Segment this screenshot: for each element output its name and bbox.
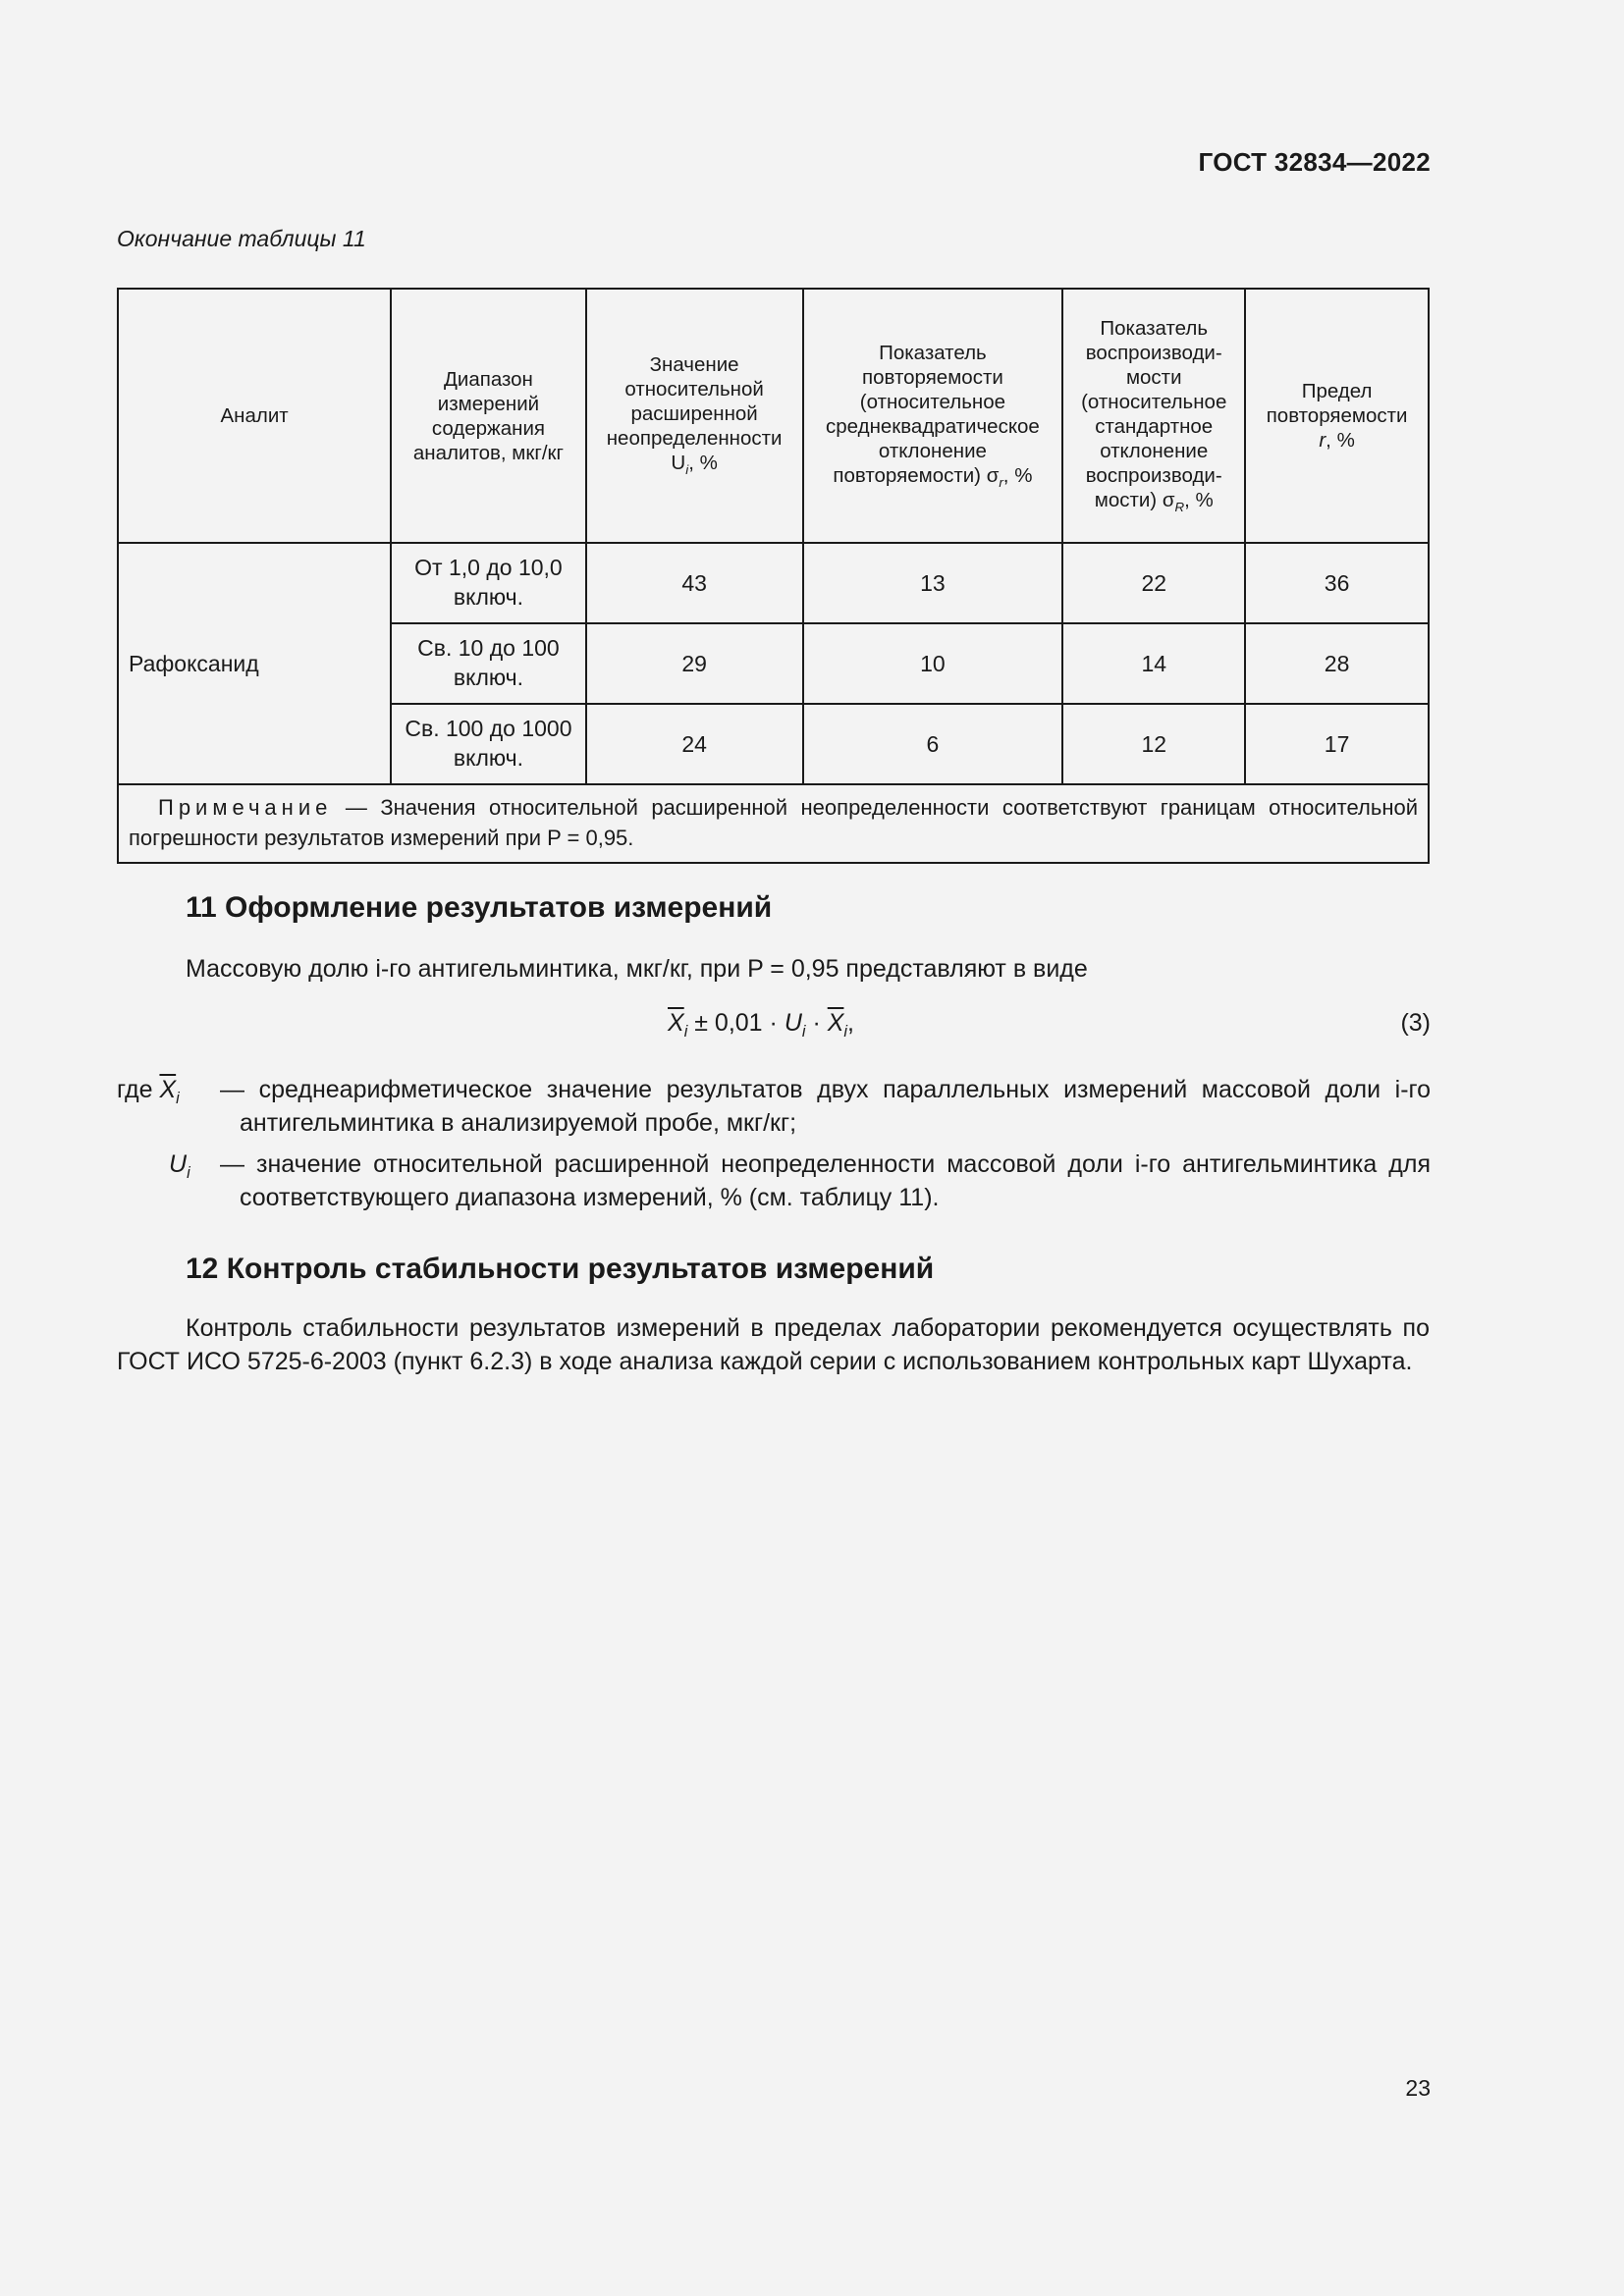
header-reproducibility: Показатель воспроизводи-мости (относительное стандартное отклонение воспроизводи-мости) $\sigma_R$, % xyxy=(1062,289,1245,543)
limit-cell: 17 xyxy=(1245,704,1429,784)
table-header-row xyxy=(118,289,1429,543)
definition-u: — значение относительной расширенной неопределенности массовой доли i-го антигельминтика для соответствующего диапазона измерений, % (см. таблицу 11). xyxy=(220,1150,1431,1211)
repeatability-cell: 13 xyxy=(803,543,1063,623)
reproducibility-cell: 14 xyxy=(1062,623,1245,704)
reproducibility-cell: 12 xyxy=(1062,704,1245,784)
range-cell: Св. 100 до 1000 включ. xyxy=(391,704,586,784)
limit-cell: 36 xyxy=(1245,543,1429,623)
where-label: где $\overline{X}_i$ xyxy=(117,1076,180,1107)
header-repeatability: Показатель повторяемости (относительное среднеквадратическое отклонение повторяемости) $\sigma_r$, % xyxy=(803,289,1063,543)
formula-3: $\overline{X}_i \pm 0,01 \cdot U_i \cdot \overline{X}_i$, xyxy=(668,1009,854,1041)
uncertainty-cell: 43 xyxy=(586,543,803,623)
header-uncertainty: Значение относительной расширенной неопределенности $U_i$, % xyxy=(586,289,803,543)
table-row xyxy=(118,543,1429,623)
document-number: ГОСТ 32834—2022 xyxy=(1198,147,1431,177)
page-number: 23 xyxy=(1405,2075,1431,2101)
section-11-intro: Массовую долю i-го антигельминтика, мкг/кг, при P = 0,95 представляют в виде xyxy=(186,955,1088,983)
header-range: Диапазон измерений содержания аналитов, мкг/кг xyxy=(391,289,586,543)
table-note xyxy=(118,784,1429,863)
uncertainty-cell: 24 xyxy=(586,704,803,784)
uncertainty-cell: 29 xyxy=(586,623,803,704)
formula-number: (3) xyxy=(1400,1009,1431,1037)
section-11-title: 11 Оформление результатов измерений xyxy=(186,891,773,924)
table-caption: Окончание таблицы 11 xyxy=(117,226,366,251)
header-limit: Предел повторяемости r, % xyxy=(1245,289,1429,543)
range-cell: Св. 10 до 100 включ. xyxy=(391,623,586,704)
limit-cell: 28 xyxy=(1245,623,1429,704)
definition-x: — среднеарифметическое значение результатов двух параллельных измерений массовой доли i-го антигельминтика в анализируемой пробе, мкг/кг; xyxy=(220,1076,1431,1137)
note-title: Примечание xyxy=(158,795,333,821)
section-12-text: Контроль стабильности результатов измерений в пределах лаборатории рекомендуется осуществлять по ГОСТ ИСО 5725-6-2003 (пункт 6.2.3) в ходе анализа каждой серии с использованием контрольных карт Шухарта. xyxy=(117,1314,1430,1375)
table-11 xyxy=(117,288,1430,864)
range-cell: От 1,0 до 10,0 включ. xyxy=(391,543,586,623)
reproducibility-cell: 22 xyxy=(1062,543,1245,623)
section-12-title: 12 Контроль стабильности результатов измерений xyxy=(186,1253,935,1285)
repeatability-cell: 6 xyxy=(803,704,1063,784)
repeatability-cell: 10 xyxy=(803,623,1063,704)
header-analyte: Аналит xyxy=(118,289,391,543)
definition-u-symbol: $U_i$ xyxy=(169,1150,190,1182)
note-text: — Значения относительной расширенной неопределенности соответствуют границам относительной погрешности результатов измерений при P = 0,95. xyxy=(129,795,1418,850)
table-note-row xyxy=(118,784,1429,863)
analyte-cell: Рафоксанид xyxy=(118,543,391,784)
